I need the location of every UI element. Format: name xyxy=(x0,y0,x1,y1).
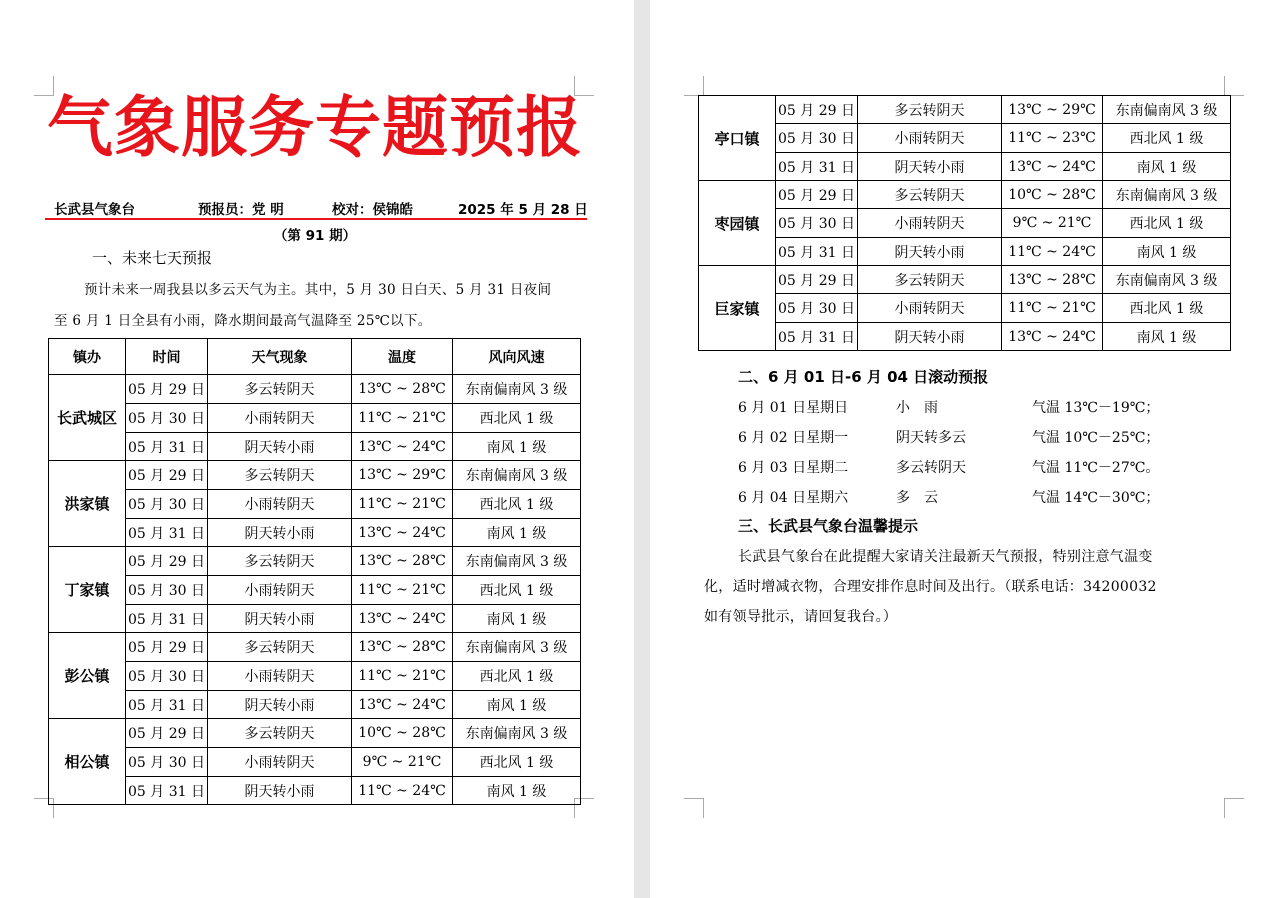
temperature-cell: 11℃ ~ 21℃ xyxy=(352,404,453,433)
date-cell: 05 月 30 日 xyxy=(126,662,208,691)
table-row xyxy=(49,490,581,519)
table-row xyxy=(49,719,581,748)
temperature-cell: 13℃ ~ 28℃ xyxy=(1002,266,1103,294)
temperature-cell: 13℃ ~ 28℃ xyxy=(352,375,453,404)
weather-cell: 多云转阴天 xyxy=(208,547,352,576)
date-cell: 05 月 30 日 xyxy=(776,294,858,323)
wind-cell: 东南偏南风 3 级 xyxy=(1103,96,1231,124)
temperature-cell: 10℃ ~ 28℃ xyxy=(352,719,453,748)
wind-cell: 东南偏南风 3 级 xyxy=(1103,181,1231,209)
town-name-cell: 枣园镇 xyxy=(699,181,776,266)
wind-cell: 东南偏南风 3 级 xyxy=(453,547,581,576)
forecast-table-part2 xyxy=(698,95,1231,351)
weather-cell: 多云转阴天 xyxy=(858,266,1002,294)
column-header: 时间 xyxy=(126,339,208,375)
date-cell: 05 月 30 日 xyxy=(776,209,858,238)
wind-cell: 西北风 1 级 xyxy=(453,748,581,777)
forecast-day: 6 月 02 日星期一 xyxy=(738,430,849,446)
section1-heading: 一、未来七天预报 xyxy=(92,249,213,267)
table-row xyxy=(49,404,581,433)
document-title: 气象服务专题预报 xyxy=(47,89,583,166)
table-row xyxy=(699,238,1231,266)
temperature-cell: 13℃ ~ 24℃ xyxy=(352,691,453,719)
wind-cell: 西北风 1 级 xyxy=(1103,124,1231,153)
temperature-cell: 11℃ ~ 21℃ xyxy=(352,576,453,605)
town-name-cell: 洪家镇 xyxy=(49,461,126,547)
table-row xyxy=(49,433,581,461)
wind-cell: 西北风 1 级 xyxy=(453,662,581,691)
wind-cell: 南风 1 级 xyxy=(453,433,581,461)
temperature-cell: 13℃ ~ 29℃ xyxy=(352,461,453,490)
date-cell: 05 月 29 日 xyxy=(776,266,858,294)
section1-line1: 预计未来一周我县以多云天气为主。其中，5 月 30 日白天、5 月 31 日夜间 xyxy=(84,282,552,298)
forecast-weather: 阴天转多云 xyxy=(896,430,966,446)
date-cell: 05 月 31 日 xyxy=(776,323,858,351)
temperature-cell: 13℃ ~ 24℃ xyxy=(1002,153,1103,181)
table-row xyxy=(699,209,1231,238)
temperature-cell: 11℃ ~ 21℃ xyxy=(352,490,453,519)
date-cell: 05 月 31 日 xyxy=(126,433,208,461)
station-name: 长武县气象台 xyxy=(54,202,135,218)
margin-mark-bottom-left xyxy=(684,798,704,818)
table-row xyxy=(699,181,1231,209)
column-header: 镇办 xyxy=(49,339,126,375)
weather-cell: 小雨转阴天 xyxy=(208,490,352,519)
table-row xyxy=(699,96,1231,124)
date-cell: 05 月 31 日 xyxy=(126,519,208,547)
table-row xyxy=(49,547,581,576)
document-page-1 xyxy=(0,0,634,898)
wind-cell: 东南偏南风 3 级 xyxy=(453,719,581,748)
column-header: 风向风速 xyxy=(453,339,581,375)
wind-cell: 西北风 1 级 xyxy=(453,404,581,433)
wind-cell: 东南偏南风 3 级 xyxy=(1103,266,1231,294)
forecaster-name: 预报员：党 明 xyxy=(198,202,284,218)
header-info-bar xyxy=(54,198,588,218)
table-row xyxy=(49,576,581,605)
weather-cell: 阴天转小雨 xyxy=(208,777,352,805)
table-row xyxy=(699,323,1231,351)
weather-cell: 小雨转阴天 xyxy=(858,209,1002,238)
town-name-cell: 彭公镇 xyxy=(49,633,126,719)
temperature-cell: 13℃ ~ 24℃ xyxy=(1002,323,1103,351)
date-cell: 05 月 30 日 xyxy=(126,576,208,605)
town-name-cell: 长武城区 xyxy=(49,375,126,461)
wind-cell: 东南偏南风 3 级 xyxy=(453,461,581,490)
weather-cell: 多云转阴天 xyxy=(208,461,352,490)
table-row xyxy=(49,748,581,777)
temperature-cell: 9℃ ~ 21℃ xyxy=(352,748,453,777)
table-row xyxy=(699,124,1231,153)
weather-cell: 小雨转阴天 xyxy=(858,294,1002,323)
wind-cell: 西北风 1 级 xyxy=(453,576,581,605)
forecast-table-part1 xyxy=(48,338,581,805)
weather-cell: 多云转阴天 xyxy=(208,719,352,748)
date-cell: 05 月 30 日 xyxy=(126,490,208,519)
issue-date: 2025 年 5 月 28 日 xyxy=(458,202,588,218)
date-cell: 05 月 30 日 xyxy=(776,124,858,153)
forecast-day: 6 月 01 日星期日 xyxy=(738,400,849,416)
temperature-cell: 11℃ ~ 23℃ xyxy=(1002,124,1103,153)
section3-line3: 如有领导批示，请回复我台。） xyxy=(704,609,898,625)
weather-cell: 阴天转小雨 xyxy=(208,691,352,719)
weather-cell: 阴天转小雨 xyxy=(208,605,352,633)
wind-cell: 西北风 1 级 xyxy=(453,490,581,519)
temperature-cell: 13℃ ~ 28℃ xyxy=(352,547,453,576)
temperature-cell: 10℃ ~ 28℃ xyxy=(1002,181,1103,209)
date-cell: 05 月 31 日 xyxy=(126,605,208,633)
date-cell: 05 月 31 日 xyxy=(126,691,208,719)
date-cell: 05 月 31 日 xyxy=(776,238,858,266)
weather-cell: 阴天转小雨 xyxy=(858,323,1002,351)
table-row xyxy=(49,777,581,805)
forecast-day: 6 月 04 日星期六 xyxy=(738,490,849,506)
forecast-day: 6 月 03 日星期二 xyxy=(738,460,849,476)
wind-cell: 南风 1 级 xyxy=(453,519,581,547)
wind-cell: 南风 1 级 xyxy=(1103,238,1231,266)
column-header: 天气现象 xyxy=(208,339,352,375)
section3-line2: 化，适时增减衣物，合理安排作息时间及出行。（联系电话：34200032 xyxy=(704,579,1157,595)
wind-cell: 南风 1 级 xyxy=(1103,323,1231,351)
forecast-temperature: 气温 13℃－19℃； xyxy=(1032,400,1160,416)
section1-line2: 至 6 月 1 日全县有小雨，降水期间最高气温降至 25℃以下。 xyxy=(54,313,432,329)
weather-cell: 多云转阴天 xyxy=(858,96,1002,124)
table-row xyxy=(49,662,581,691)
town-name-cell: 巨家镇 xyxy=(699,266,776,351)
weather-cell: 小雨转阴天 xyxy=(208,662,352,691)
weather-cell: 多云转阴天 xyxy=(208,633,352,662)
table-row xyxy=(699,266,1231,294)
date-cell: 05 月 31 日 xyxy=(776,153,858,181)
town-name-cell: 亭口镇 xyxy=(699,96,776,181)
forecast-temperature: 气温 11℃－27℃。 xyxy=(1032,460,1160,476)
date-cell: 05 月 29 日 xyxy=(126,375,208,404)
town-name-cell: 相公镇 xyxy=(49,719,126,805)
weather-cell: 多云转阴天 xyxy=(208,375,352,404)
wind-cell: 西北风 1 级 xyxy=(1103,294,1231,323)
margin-mark-top-right xyxy=(1224,76,1244,96)
table-row xyxy=(49,633,581,662)
date-cell: 05 月 29 日 xyxy=(126,547,208,576)
town-name-cell: 丁家镇 xyxy=(49,547,126,633)
wind-cell: 南风 1 级 xyxy=(453,777,581,805)
weather-cell: 小雨转阴天 xyxy=(208,576,352,605)
date-cell: 05 月 29 日 xyxy=(126,633,208,662)
weather-cell: 阴天转小雨 xyxy=(208,433,352,461)
date-cell: 05 月 30 日 xyxy=(126,748,208,777)
forecast-temperature: 气温 10℃－25℃； xyxy=(1032,430,1160,446)
forecast-temperature: 气温 14℃－30℃； xyxy=(1032,490,1160,506)
table-row xyxy=(49,519,581,547)
temperature-cell: 13℃ ~ 24℃ xyxy=(352,519,453,547)
table-row xyxy=(49,461,581,490)
temperature-cell: 13℃ ~ 29℃ xyxy=(1002,96,1103,124)
table-row xyxy=(49,375,581,404)
header-divider xyxy=(45,218,587,220)
forecast-weather: 多 云 xyxy=(896,490,938,506)
table-row xyxy=(49,605,581,633)
section3-line1: 长武县气象台在此提醒大家请关注最新天气预报，特别注意气温变 xyxy=(738,549,1153,565)
wind-cell: 南风 1 级 xyxy=(453,605,581,633)
wind-cell: 南风 1 级 xyxy=(453,691,581,719)
temperature-cell: 11℃ ~ 21℃ xyxy=(352,662,453,691)
wind-cell: 东南偏南风 3 级 xyxy=(453,375,581,404)
date-cell: 05 月 31 日 xyxy=(126,777,208,805)
date-cell: 05 月 29 日 xyxy=(126,461,208,490)
weather-cell: 小雨转阴天 xyxy=(858,124,1002,153)
temperature-cell: 11℃ ~ 24℃ xyxy=(352,777,453,805)
forecast-weather: 小 雨 xyxy=(896,400,938,416)
margin-mark-bottom-right xyxy=(1224,798,1244,818)
issue-number: （第 91 期） xyxy=(273,228,357,244)
wind-cell: 西北风 1 级 xyxy=(1103,209,1231,238)
date-cell: 05 月 29 日 xyxy=(126,719,208,748)
date-cell: 05 月 30 日 xyxy=(126,404,208,433)
forecast-weather: 多云转阴天 xyxy=(896,460,966,476)
temperature-cell: 11℃ ~ 21℃ xyxy=(1002,294,1103,323)
wind-cell: 南风 1 级 xyxy=(1103,153,1231,181)
table-row xyxy=(699,294,1231,323)
section2-heading: 二、6 月 01 日-6 月 04 日滚动预报 xyxy=(738,368,989,386)
checker-name: 校对：侯锦皓 xyxy=(332,202,413,218)
weather-cell: 小雨转阴天 xyxy=(208,748,352,777)
date-cell: 05 月 29 日 xyxy=(776,96,858,124)
weather-cell: 阴天转小雨 xyxy=(208,519,352,547)
document-page-2 xyxy=(650,0,1286,898)
temperature-cell: 9℃ ~ 21℃ xyxy=(1002,209,1103,238)
wind-cell: 东南偏南风 3 级 xyxy=(453,633,581,662)
weather-cell: 阴天转小雨 xyxy=(858,153,1002,181)
table-header-row xyxy=(49,339,581,375)
column-header: 温度 xyxy=(352,339,453,375)
weather-cell: 小雨转阴天 xyxy=(208,404,352,433)
temperature-cell: 13℃ ~ 24℃ xyxy=(352,433,453,461)
table-row xyxy=(699,153,1231,181)
date-cell: 05 月 29 日 xyxy=(776,181,858,209)
margin-mark-top-left xyxy=(684,76,704,96)
temperature-cell: 13℃ ~ 28℃ xyxy=(352,633,453,662)
weather-cell: 多云转阴天 xyxy=(858,181,1002,209)
table-row xyxy=(49,691,581,719)
weather-cell: 阴天转小雨 xyxy=(858,238,1002,266)
temperature-cell: 11℃ ~ 24℃ xyxy=(1002,238,1103,266)
section3-heading: 三、长武县气象台温馨提示 xyxy=(738,517,919,535)
temperature-cell: 13℃ ~ 24℃ xyxy=(352,605,453,633)
